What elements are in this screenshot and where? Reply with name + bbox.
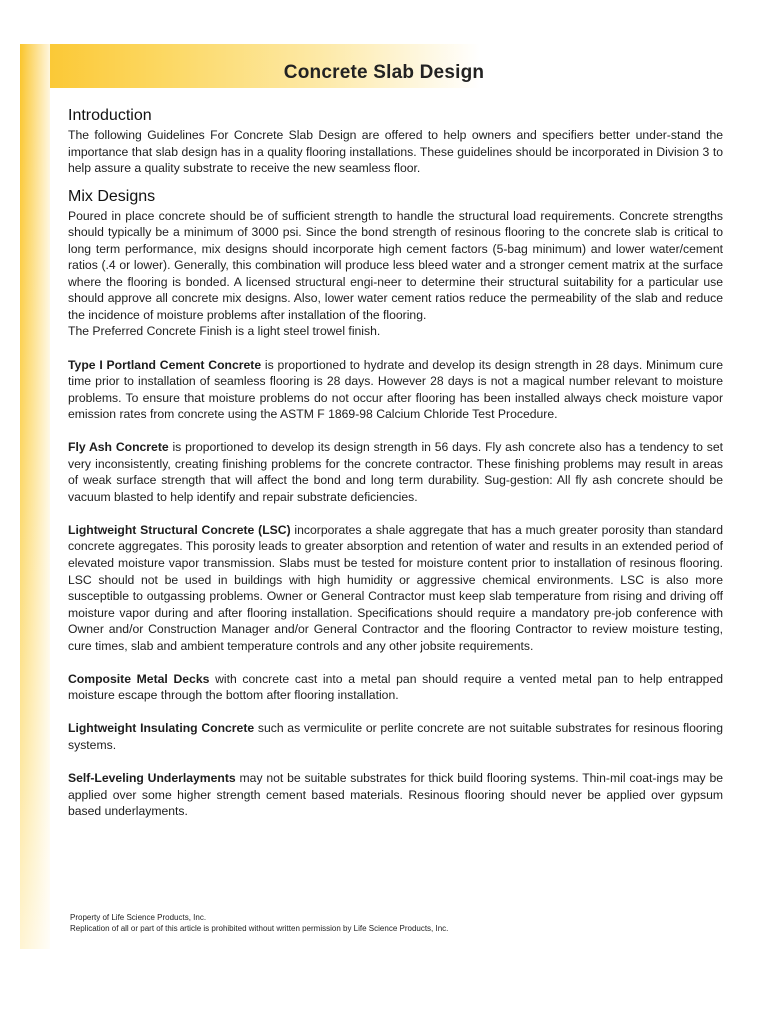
section-self-leveling [68,770,723,820]
mix-designs-heading: Mix Designs [68,187,156,205]
section-lead: Type I Portland Cement Concrete [68,357,262,372]
section-lead: Lightweight Insulating Concrete [68,721,255,736]
section-lead: Self-Leveling Underlayments [68,770,236,785]
intro-heading: Introduction [68,107,152,124]
section-text: is proportioned to develop its design strength in 56 days. Fly ash concrete also has a tendency to set very inconsistently, creating finishing problems for the concrete contractor. These finishing problems may result in areas of weak surface strength that will affect the bond and long term durability. Sug-gestion: All fly ash concrete should be vacuum blasted to help identify and repair substrate deficiencies. [68,440,723,504]
section-text: is proportioned to hydrate and develop its design strength in 28 days. Minimum cure time prior to installation of seamless flooring is 28 days. However 28 days is not a magical number relevant to moisture problems. To ensure that moisture problems do not occur after flooring has been installed always check moisture vapor emission rates from concrete using the ASTM F 1869-98 Calcium Chloride Test Procedure. [68,357,723,422]
left-gradient-band [20,44,50,949]
section-lead: Lightweight Structural Concrete (LSC) [68,522,291,537]
mix-designs-paragraph: Poured in place concrete should be of sufficient strength to handle the structural load requirements. Concrete strengths should typically be a minimum of 3000 psi. Since the bond strength of resinous flooring to the concrete slab is critical to long term performance, mix designs should incorporate high cement factors (5-bag minimum) and lower water/cement ratios (.4 or lower). Generally, this combination will produce less bleed water and a stronger cement matrix at the surface where the flooring is bonded. A licensed structural engi-neer to determine their structural suitability for a particular use should approve all concrete mix designs. Also, lower water cement ratios reduce the permeability of the slab and reduce the incidence of moisture problems after installation of the flooring. [68,208,723,322]
section-text: with concrete cast into a metal pan should require a vented metal pan to help entrapped moisture escape through the bottom after flooring installation. [68,671,724,703]
section-portland-cement [68,357,723,423]
section-fly-ash [68,439,723,505]
section-lead: Composite Metal Decks [68,671,210,686]
article-body [68,106,723,820]
section-lead: Fly Ash Concrete [68,440,169,455]
section-composite-metal-decks [68,671,723,704]
section-text: such as vermiculite or perlite concrete are not suitable substrates for resinous flooring systems. [68,721,723,752]
footer-notice [70,912,448,934]
preferred-finish-paragraph: The Preferred Concrete Finish is a light steel trowel finish. [68,324,381,339]
footer-property-line: Property of Life Science Products, Inc. [70,913,207,922]
page-title: Concrete Slab Design [283,62,485,83]
section-lightweight-insulating [68,720,723,753]
footer-copyright-line: Replication of all or part of this article is prohibited without written permission by Life Science Products, Inc. [70,924,449,933]
section-text: incorporates a shale aggregate that has a much greater porosity than standard concrete aggregates. This porosity leads to greater absorption and retention of water and results in an extended period of elevated moisture vapor transmission. Slabs must be tested for moisture content prior to installation of resinous flooring. LSC should not be used in buildings with high humidity or aggressive chemical environments. LSC is also more susceptible to outgassing problems. Owner or General Contractor must keep slab temperature from rising and driving off moisture vapor during and after flooring installation. Specifications should require a mandatory pre-job conference with Owner and/or Construction Manager and/or General Contractor and the flooring Contractor to review moisture testing, cure times, slab and ambient temperature controls and any other jobsite requirements. [68,522,723,653]
section-text: may not be suitable substrates for thick build flooring systems. Thin-mil coat-ings may be applied over some higher strength cement based materials. Resinous flooring should never be applied over gypsum based underlayments. [68,770,723,819]
intro-paragraph: The following Guidelines For Concrete Slab Design are offered to help owners and specifiers better under-stand the importance that slab design has in a quality flooring installations. These guidelines should be incorporated in Division 3 to help assure a quality substrate to receive the new seamless floor. [68,128,723,176]
section-lightweight-structural [68,522,723,654]
